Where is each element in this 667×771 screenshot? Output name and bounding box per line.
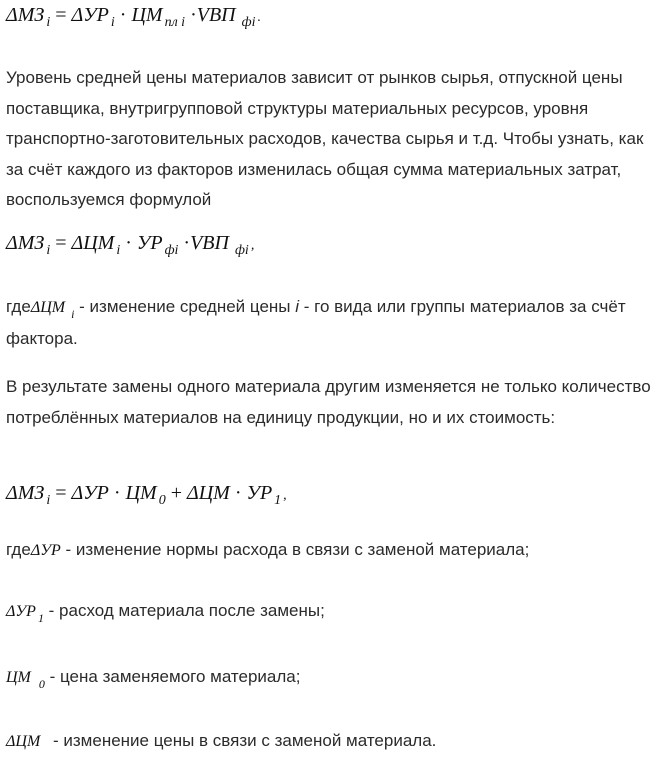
formula-material-cost-by-norm: ΔМЗ $_i$ = ΔУР $_i$ · ЦМ $_{пл i}$ ·VВП $_{фi}$ . [6,4,261,30]
symbol-delta-cm: ΔЦМ $_i$ [30,299,75,321]
formula-material-cost-by-price: ΔМЗ $_i$ = ΔЦМ $_i$ · УР $_{фi}$ ·VВП $_{фi}$ , [6,232,255,258]
definition-price-change: гдеΔЦМ $_i$ - изменение средней цены i - го вида или группы материалов за счёт фактора. [6,297,626,348]
paragraph-material-replacement: В результате замены одного материала другим изменяется не только количество потреблённых материалов на единицу продукции, но и их стоимость: [6,377,651,427]
definition-consumption-after: ΔУР $_1$ - расход материала после замены; [6,601,325,625]
definition-norm-change: гдеΔУР - изменение нормы расхода в связи с заменой материала; [6,540,530,559]
definition-replaced-price: ЦМ $_0$ - цена заменяемого материала; [6,667,301,691]
formula1-lhs: ΔМЗ [6,4,45,26]
definition-price-change-replacement: ΔЦМ - изменение цены в связи с заменой материала. [6,731,437,750]
formula-material-replacement: ΔМЗ $_i$ = ΔУР · ЦМ $_0$ + ΔЦМ · УР $_1$ , [6,482,287,508]
paragraph-price-factors: Уровень средней цены материалов зависит от рынков сырья, отпускной цены поставщика, внутригрупповой структуры материальных ресурсов, уровня транспортно-заготовительных расходов, качества сырья и т.д. Чтобы узнать, как за счёт каждого из факторов изменилась общая сумма материальных затрат, воспользуемся формулой [6,68,644,209]
